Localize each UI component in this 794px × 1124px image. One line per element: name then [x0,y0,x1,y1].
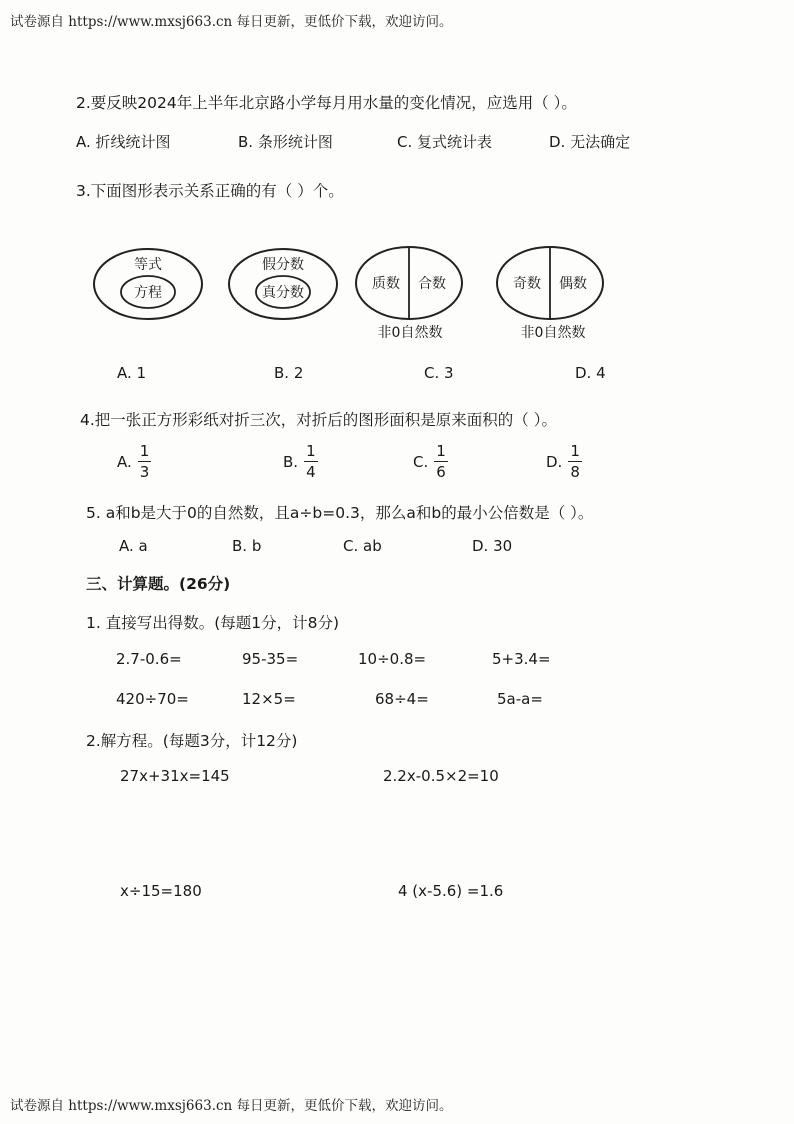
q5-stem: 5. a和b是大于0的自然数，且a÷b=0.3，那么a和b的最小公倍数是（ ）。 [86,504,594,522]
q4-option-d [546,444,582,480]
calc-item: 95-35= [242,650,299,668]
fraction-numerator: 1 [436,442,446,460]
q3-option-c: C. 3 [424,364,454,382]
diagram-prime-composite [356,247,462,341]
diagram4-caption: 非0自然数 [520,325,586,341]
diagram4-right-label: 偶数 [559,276,587,292]
q3-venn-diagrams [0,240,794,350]
section3-part2-title: 2.解方程。(每题3分，计12分) [86,732,298,750]
calc-item: 420÷70= [116,690,189,708]
diagram-odd-even [497,247,603,341]
q4-option-c-label: C. [413,453,429,471]
calc-item: 10÷0.8= [358,650,427,668]
diagram-fraction-set [229,249,337,319]
section3-title: 三、计算题。(26分) [86,575,231,593]
q3-option-d: D. 4 [575,364,606,382]
calc-item: 5a-a= [497,690,543,708]
equation-item: 4 (x-5.6) =1.6 [398,882,504,900]
calc-item: 5+3.4= [492,650,551,668]
q3-option-b: B. 2 [274,364,304,382]
calc-item: 12×5= [242,690,296,708]
q4-option-a [117,444,151,480]
q4-option-c [413,444,448,480]
q5-option-c: C. ab [343,537,382,555]
fraction-one-third [138,444,152,480]
diagram2-outer-label: 假分数 [262,257,304,273]
fraction-one-sixth [434,444,448,480]
fraction-denominator: 8 [570,463,580,481]
q2-option-b: B. 条形统计图 [238,133,333,151]
diagram-equation-set [94,249,202,319]
header-source-note: 试卷源自 https://www.mxsj663.cn 每日更新，更低价下载，欢迎访问。 [10,14,453,30]
q4-option-d-label: D. [546,453,563,471]
diagram3-right-label: 合数 [418,276,446,292]
diagram3-caption: 非0自然数 [377,325,443,341]
fraction-denominator: 6 [436,463,446,481]
fraction-numerator: 1 [570,442,580,460]
fraction-numerator: 1 [306,442,316,460]
q2-option-d: D. 无法确定 [549,133,631,151]
equation-item: 27x+31x=145 [120,767,230,785]
q2-option-c: C. 复式统计表 [397,133,493,151]
calc-item: 2.7-0.6= [116,650,182,668]
diagram4-left-label: 奇数 [513,276,541,292]
diagram1-inner-label: 方程 [134,285,162,301]
diagram3-left-label: 质数 [372,276,400,292]
fraction-denominator: 3 [139,463,150,481]
q4-option-b [283,444,318,480]
q5-option-b: B. b [232,537,262,555]
q4-option-b-label: B. [283,453,299,471]
q5-option-d: D. 30 [472,537,513,555]
footer-source-note: 试卷源自 https://www.mxsj663.cn 每日更新，更低价下载，欢迎访问。 [10,1098,453,1114]
fraction-one-fourth [304,444,318,480]
diagram2-inner-label: 真分数 [262,285,304,301]
q2-option-a: A. 折线统计图 [76,133,171,151]
equation-item: x÷15=180 [120,882,202,900]
q2-stem: 2.要反映2024年上半年北京路小学每月用水量的变化情况，应选用（ ）。 [76,94,577,112]
fraction-numerator: 1 [139,442,150,460]
fraction-one-eighth [568,444,582,480]
fraction-denominator: 4 [306,463,316,481]
q4-stem: 4.把一张正方形彩纸对折三次，对折后的图形面积是原来面积的（ ）。 [80,411,557,429]
q5-option-a: A. a [119,537,148,555]
equation-item: 2.2x-0.5×2=10 [383,767,499,785]
diagram1-outer-label: 等式 [134,257,162,273]
q4-option-a-label: A. [117,453,132,471]
q3-stem: 3.下面图形表示关系正确的有（ ）个。 [76,182,344,200]
q3-option-a: A. 1 [117,364,147,382]
calc-item: 68÷4= [375,690,429,708]
section3-part1-title: 1. 直接写出得数。(每题1分，计8分) [86,614,340,632]
